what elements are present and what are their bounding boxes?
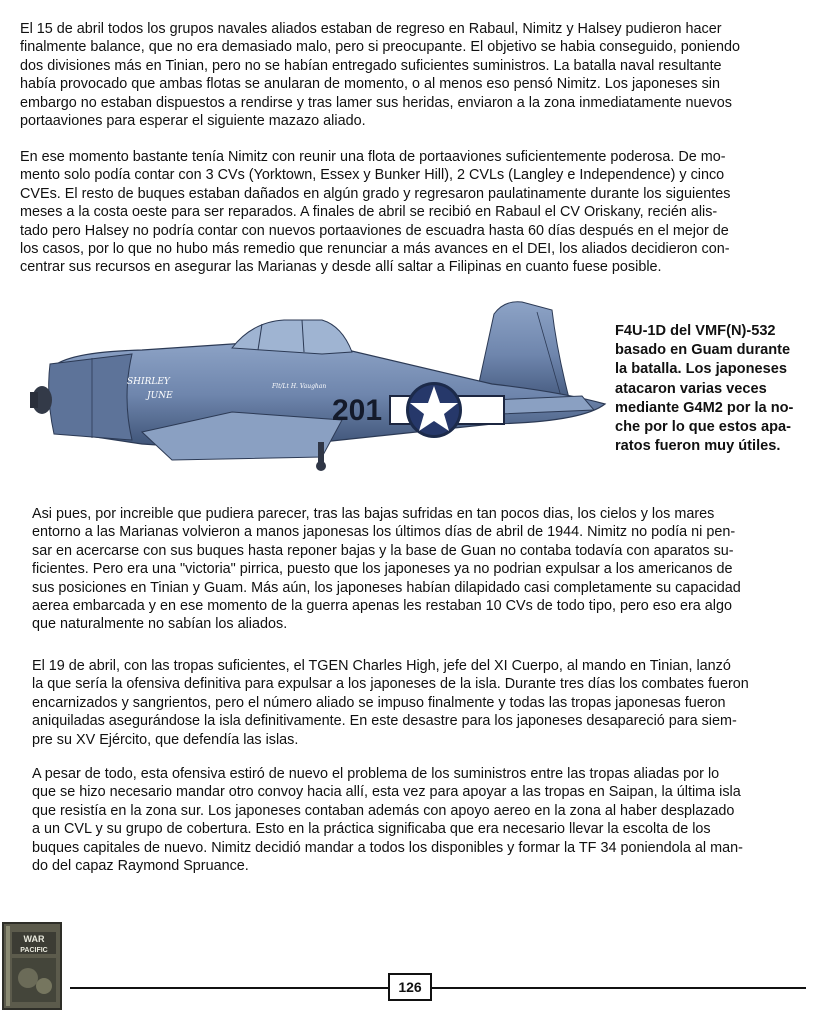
canopy (232, 320, 352, 354)
text-line: pre su XV Ejército, que defendía las islas. (32, 731, 299, 748)
footer-rule (70, 987, 806, 989)
text-line: meses a la costa oeste para ser reparados. A finales de abril se recibió en Rabaul el CV Oriskany, recién alis- (20, 204, 718, 221)
text-line: tado pero Halsey no podría contar con nuevos portaaviones de escuadra hasta 60 días después en el mejor de (20, 222, 729, 239)
text-line: que resistía en la zona sur. Los japoneses contaban además con apoyo aereo en la zona al haber desplazado (32, 802, 735, 819)
text-line: que se hizo necesario mandar otro convoy hacia allí, esta vez para apoyar a las tropas en Saipan, la última isla (32, 784, 741, 801)
text-line: entorno a las Marianas volvieron a manos japonesas los últimos días de abril de 1944. Nimitz no podía ni pen- (32, 524, 736, 541)
text-line: mento solo podía contar con 3 CVs (Yorktown, Essex y Bunker Hill), 2 CVLs (Langley e Independence) y cinco (20, 167, 725, 184)
engine-cowl (49, 354, 132, 440)
caption-line: basado en Guam durante (615, 342, 791, 359)
text-line: buques capitales de nuevo. Nimitz decidió mandar a todos los disponibles y formar la TF 34 poniendola al man- (32, 839, 743, 856)
caption-line: mediante G4M2 por la no- (615, 399, 794, 416)
aircraft-illustration (22, 292, 612, 472)
paragraph-1 (20, 20, 802, 130)
text-line: El 19 de abril, con las tropas suficientes, el TGEN Charles High, jefe del XI Cuerpo, al mando en Tinian, lanzó (32, 658, 731, 674)
caption-line: ratos fueron muy útiles. (615, 438, 781, 455)
text-line: a un CVL y su grupo de cobertura. Esto en la práctica significaba que era necesario llevar la escolta de los (32, 821, 711, 838)
paragraph-2 (20, 148, 802, 277)
text-line: los casos, por lo que no hubo más remedio que renunciar a más avances en el DEI, los aliados decidieron con- (20, 241, 730, 258)
text-line: había provocado que ambas flotas se anularan de momento, o al menos eso pensó Nimitz. Los japoneses sin (20, 76, 720, 93)
aircraft-svg (22, 292, 612, 472)
caption-line: F4U-1D del VMF(N)-532 (615, 323, 776, 339)
text-line: dos divisiones más en Tinian, pero no se habían entregado suficientes suministros. La batalla naval resultante (20, 57, 722, 74)
text-line: sar en acercarse con sus buques hasta reponer bajas y la base de Guan no contaba todavía con aparatos su- (32, 542, 734, 559)
text-line: do del capaz Raymond Spruance. (32, 858, 249, 875)
dvd-title-line-1: WAR (23, 934, 45, 944)
text-line: la que sería la ofensiva definitiva para expulsar a los japoneses de la isla. Durante tres días los combates fueron (32, 676, 749, 693)
nose-art-line-1: SHIRLEY (127, 377, 170, 387)
text-line: encarnizados y sangrientos, pero el número aliado se impuso finalmente y todas las tropas japonesas fueron (32, 694, 726, 711)
nose-art-line-2: JUNE (147, 391, 173, 401)
paragraph-5 (32, 765, 804, 875)
pilot-name: Flt/Lt H. Vaughan (272, 383, 327, 390)
text-line: A pesar de todo, esta ofensiva estiró de nuevo el problema de los suministros entre las tropas aliadas por lo (32, 766, 720, 782)
text-line: El 15 de abril todos los grupos navales aliados estaban de regreso en Rabaul, Nimitz y Halsey pudieron hacer (20, 21, 722, 37)
dvd-title-line-2: PACIFIC (20, 947, 48, 954)
text-line: aniquiladas asegurándose la isla definitivamente. En este desastre para los japoneses desapareció para siem- (32, 713, 737, 730)
page-number: 126 (388, 973, 432, 1001)
fuselage-number: 201 (332, 394, 383, 427)
text-line: Asi pues, por increible que pudiera parecer, tras las bajas sufridas en tan pocos dias, los cielos y los mares (32, 506, 715, 522)
paragraph-3 (32, 505, 804, 634)
caption-line: la batalla. Los japoneses (615, 361, 787, 378)
caption-line: che por lo que estos apa- (615, 419, 791, 436)
aircraft-caption (615, 322, 815, 456)
dvd-cover-thumbnail (2, 922, 62, 1010)
text-line: ficientes. Pero era una "victoria" pirrica, puesto que los japoneses ya no podrian expulsar a los americanos de (32, 561, 733, 578)
text-line: embargo no estaban dispuestos a rendirse y tras lamer sus heridas, enviaron a la zona inmediatamente nuevos (20, 94, 732, 111)
text-line: CVEs. El resto de buques estaban dañados en algún grado y regresaron paulatinamente durante los siguientes (20, 185, 731, 202)
text-line: En ese momento bastante tenía Nimitz con reunir una flota de portaaviones suficientemente poderosa. De mo- (20, 149, 726, 165)
text-line: centrar sus recursos en asegurar las Marianas y desde allí saltar a Filipinas en cuanto fuese posible. (20, 259, 662, 276)
paragraph-4 (32, 657, 804, 749)
text-line: finalmente balance, que no era demasiado malo, pero si preocupante. El objetivo se habia conseguido, poniendo (20, 39, 741, 56)
caption-line: atacaron varias veces (615, 380, 767, 397)
text-line: que naturalmente no sabían los aliados. (32, 616, 288, 633)
text-line: aerea embarcada y en ese momento de la guerra apenas les restaban 10 CVs de todo tipo, pero eso era algo (32, 598, 732, 615)
text-line: portaaviones para esperar el siguiente mazazo aliado. (20, 113, 366, 130)
text-line: sus posiciones en Tinian y Guam. Más aún, los japoneses habían dilapidado casi completamente su capacidad (32, 579, 741, 596)
